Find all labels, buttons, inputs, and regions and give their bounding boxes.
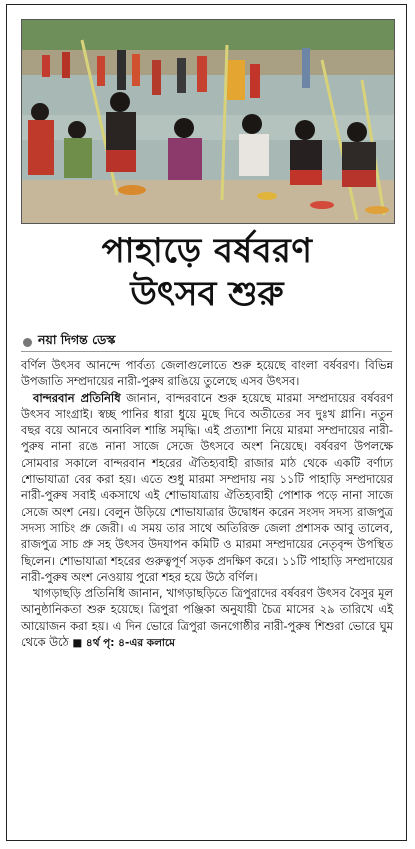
paragraph-3-text: খাগড়াছড়ি প্রতিনিধি জানান, খাগড়াছড়িতে ত্রিপুরাদের বর্ষবরণ উৎসব বৈসুর মূল আনুষ্ঠানিকতা শুরু হয়েছে। ত্রিপুরা পঞ্জিকা অনুযায়ী চৈত্র মাসের ২৯ তারিখে এই আয়োজন করা হয়। এ দিন ভোরে ত্রিপুরা জনগোষ্ঠীর নারী-পুরুষ শিশুরা ভোরে ঘুম থেকে উঠে — [21, 586, 393, 650]
dateline-bandarban: বান্দরবান প্রতিনিধি — [33, 390, 121, 405]
divider — [21, 351, 392, 352]
byline — [23, 332, 115, 352]
headline-line-2: উৎসব শুরু — [130, 274, 284, 314]
continued-link[interactable]: ■ ৪র্থ পৃ: ৪-এর কলামে — [72, 637, 176, 650]
paragraph-2 — [21, 390, 393, 586]
bullet-icon — [23, 338, 32, 347]
paragraph-3 — [21, 585, 393, 651]
article-frame — [6, 4, 407, 841]
news-photo — [21, 19, 395, 224]
article-body — [21, 357, 393, 651]
paragraph-1: বর্ণিল উৎসব আনন্দে পার্বত্য জেলাগুলোতে শুরু হয়েছে বাংলা বর্ষবরণ। বিভিন্ন উপজাতি সম্প্রদায়ের নারী-পুরুষ রাঙিয়ে তুলেছে এসব উৎসব। — [21, 358, 393, 389]
paragraph-2-text: জানান, বান্দরবানে শুরু হয়েছে মারমা সম্প্রদায়ের বর্ষবরণ উৎসব সাংগ্রাই। স্বচ্ছ পানির ধারা ধুয়ে মুছে দিবে অতীতের সব দুঃখ গ্লানি। নতুন বছর বয়ে আনবে অনাবিল শান্তি সমৃদ্ধি। এই প্রত্যাশা নিয়ে মারমা সম্প্রদায়ের নারী-পুরুষ নানা রঙে নানা সাজে সেজে উৎসবে অংশ নিয়েছে। বর্ষবরণ উপলক্ষে সোমবার সকালে বান্দরবান শহরের ঐতিহ্যবাহী রাজার মাঠ থেকে একটি বর্ণাঢ্য শোভাযাত্রা বের করা হয়। এতে শুধু মারমা সম্প্রদায় নয় ১১টি পাহাড়ি সম্প্রদায়ের নারী-পুরুষ সবাই একসাথে এই শোভাযাত্রায় ঐতিহ্যবাহী পোশাক পড়ে নানা সাজে সেজে অংশ নেয়। বেলুন উড়িয়ে শোভাযাত্রার উদ্বোধন করেন সংসদ সদস্য রাজপুত্র সদস্য সাচিং প্রু জেরী। এ সময় তার সাথে অতিরিক্ত জেলা প্রশাসক আবু তালেব, রাজপুত্র সাচ প্রু সহ উৎসব উদযাপন কমিটি ও মারমা সম্প্রদায়ের নেতৃবৃন্দ উপস্থিত ছিলেন। শোভাযাত্রা শহরের গুরুত্বপূর্ণ সড়ক প্রদক্ষিণ করে। ১১টি পাহাড়ি সম্প্রদায়ের নারী-পুরুষ অংশ নেওয়ায় পুরো শহর হয়ে উঠে বর্ণিল। — [21, 390, 393, 584]
headline-line-1: পাহাড়ে বর্ষবরণ — [101, 231, 313, 271]
headline — [17, 229, 397, 315]
byline-text: নয়া দিগন্ত ডেস্ক — [38, 332, 116, 347]
